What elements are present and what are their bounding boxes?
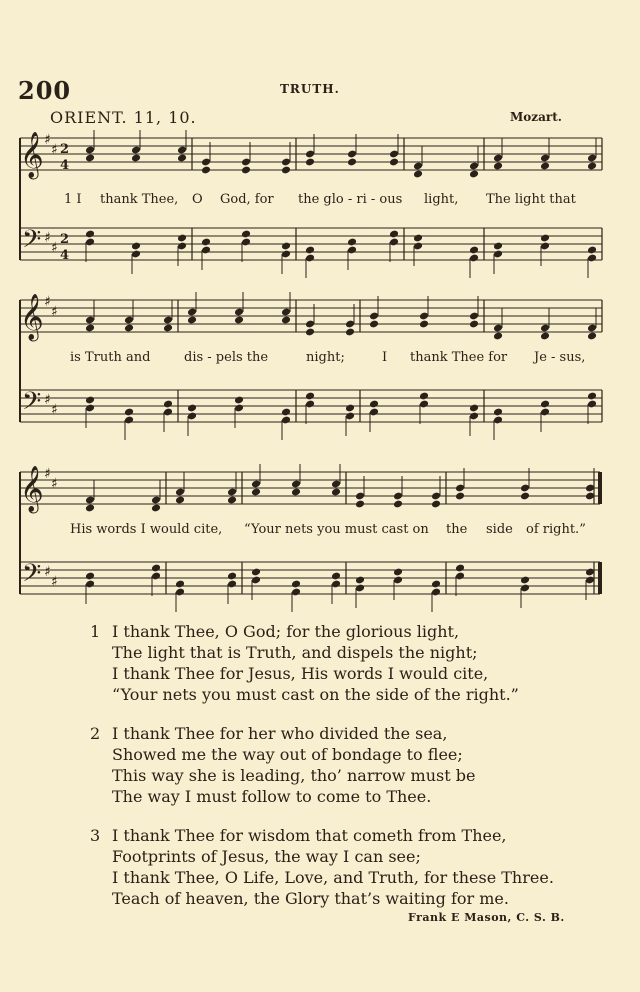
lyric-syllable: thank Thee for — [410, 350, 508, 365]
note-head — [151, 564, 161, 573]
sharp-icon: ♯ — [51, 240, 58, 256]
note-head — [177, 154, 187, 163]
stanza-line: The way I must follow to come to Thee. — [112, 787, 432, 806]
sharp-icon: ♯ — [51, 476, 58, 492]
lyric-syllable: light, — [424, 192, 459, 207]
lyric-syllable: thank Thee, — [100, 192, 179, 207]
note-head — [469, 320, 479, 329]
lyric-syllable: 1 I — [64, 192, 82, 207]
note-head — [85, 504, 95, 513]
note-head — [455, 564, 465, 573]
stanza-line: This way she is leading, tho’ narrow must be — [112, 766, 476, 785]
bass-clef-icon: 𝄢 — [22, 225, 42, 260]
note-head — [187, 316, 197, 325]
note-head — [493, 162, 503, 171]
composer-name: Mozart. — [510, 110, 562, 124]
note-head — [124, 324, 134, 333]
sharp-icon: ♯ — [44, 392, 51, 408]
stanza-line: I thank Thee, O God; for the glorious light, — [112, 622, 460, 641]
note-head — [305, 158, 315, 167]
note-head — [355, 576, 365, 585]
note-head — [540, 332, 550, 341]
sharp-icon: ♯ — [51, 402, 58, 418]
lyric-syllable: His words I would cite, — [70, 522, 223, 537]
note-head — [520, 576, 530, 585]
note-head — [540, 400, 550, 409]
lyric-syllable: night; — [306, 350, 345, 365]
note-head — [520, 492, 530, 501]
stanza-line: The light that is Truth, and dispels the night; — [112, 643, 478, 662]
note-head — [251, 488, 261, 497]
note-head — [201, 166, 211, 175]
note-head — [413, 170, 423, 179]
tune-name: ORIENT. 11, 10. — [50, 108, 197, 127]
note-head — [241, 166, 251, 175]
treble-clef-icon: 𝄞 — [20, 466, 44, 512]
note-head — [281, 316, 291, 325]
music-system-3 — [16, 462, 606, 632]
stanza-line: I thank Thee, O Life, Love, and Truth, for these Three. — [112, 868, 554, 887]
note-head — [540, 234, 550, 243]
lyric-syllable: side — [486, 522, 513, 537]
note-head — [345, 328, 355, 337]
author-credit: Frank E Mason, C. S. B. — [408, 911, 565, 924]
note-head — [345, 404, 355, 413]
lyric-syllable: O — [192, 192, 203, 207]
treble-clef-icon: 𝄞 — [20, 132, 44, 178]
lyric-line-3 — [16, 522, 606, 542]
note-head — [331, 488, 341, 497]
lyric-line-2 — [16, 350, 606, 370]
lyric-syllable: dis - pels the — [184, 350, 269, 365]
note-head — [163, 400, 173, 409]
stanza-number: 2 — [90, 724, 101, 743]
sharp-icon: ♯ — [44, 132, 51, 148]
note-head — [227, 572, 237, 581]
note-head — [291, 580, 301, 589]
lyric-syllable: Je - sus, — [534, 350, 586, 365]
note-head — [587, 332, 597, 341]
note-head — [175, 580, 185, 589]
sharp-icon: ♯ — [51, 574, 58, 590]
note-head — [431, 500, 441, 509]
note-head — [124, 408, 134, 417]
stanza-1 — [90, 621, 519, 705]
note-head — [305, 246, 315, 255]
note-head — [587, 246, 597, 255]
lyric-line-1 — [16, 192, 606, 212]
note-head — [234, 316, 244, 325]
bass-clef-icon: 𝄢 — [22, 387, 42, 422]
stanza-number: 1 — [90, 622, 101, 641]
sharp-icon: ♯ — [44, 230, 51, 246]
note-head — [347, 238, 357, 247]
music-staves-1 — [16, 128, 606, 298]
note-head — [355, 500, 365, 509]
time-signature-bottom: 4 — [60, 158, 70, 173]
note-head — [291, 488, 301, 497]
note-head — [393, 568, 403, 577]
lyric-syllable: The light that — [486, 192, 576, 207]
note-head — [281, 242, 291, 251]
stanza-line: Footprints of Jesus, the way I can see; — [112, 847, 421, 866]
note-head — [241, 230, 251, 239]
note-head — [469, 246, 479, 255]
note-head — [201, 238, 211, 247]
time-signature-top: 2 — [60, 142, 70, 157]
music-system-1 — [16, 128, 606, 298]
note-head — [131, 242, 141, 251]
lyric-syllable: the — [446, 522, 468, 537]
stanza-line: I thank Thee for Jesus, His words I would cite, — [112, 664, 489, 683]
running-head: TRUTH. — [280, 82, 340, 96]
note-head — [389, 158, 399, 167]
music-staves-3 — [16, 462, 606, 632]
lyric-syllable: I — [382, 350, 388, 365]
note-head — [393, 500, 403, 509]
sharp-icon: ♯ — [44, 564, 51, 580]
lyric-syllable: “Your nets you must cast on — [244, 522, 429, 537]
note-head — [131, 154, 141, 163]
note-head — [419, 392, 429, 401]
note-head — [163, 324, 173, 333]
note-head — [85, 324, 95, 333]
note-head — [305, 328, 315, 337]
note-head — [369, 400, 379, 409]
music-staves-2 — [16, 290, 606, 460]
note-head — [175, 496, 185, 505]
stanza-line: I thank Thee for her who divided the sea, — [112, 724, 448, 743]
note-head — [85, 396, 95, 405]
note-head — [347, 158, 357, 167]
music-system-2 — [16, 290, 606, 460]
note-head — [251, 568, 261, 577]
note-head — [177, 234, 187, 243]
time-signature-bottom: 4 — [60, 248, 70, 263]
bass-clef-icon: 𝄢 — [22, 559, 42, 594]
lyric-syllable: of right.” — [526, 522, 586, 537]
note-head — [187, 404, 197, 413]
note-head — [389, 230, 399, 239]
note-head — [281, 166, 291, 175]
note-head — [281, 408, 291, 417]
note-head — [85, 572, 95, 581]
stanza-3 — [90, 825, 554, 909]
note-head — [369, 320, 379, 329]
page-number: 200 — [18, 76, 72, 105]
stanza-2 — [90, 723, 475, 807]
note-head — [85, 230, 95, 239]
lyric-syllable: the glo - ri - ous — [298, 192, 403, 207]
note-head — [469, 404, 479, 413]
stanza-line: “Your nets you must cast on the side of the right.” — [112, 685, 519, 704]
stanza-line: I thank Thee for wisdom that cometh from Thee, — [112, 826, 507, 845]
note-head — [540, 162, 550, 171]
note-head — [493, 408, 503, 417]
stanza-line: Teach of heaven, the Glory that’s waiting for me. — [112, 889, 509, 908]
time-signature-top: 2 — [60, 232, 70, 247]
note-head — [413, 234, 423, 243]
sharp-icon: ♯ — [51, 304, 58, 320]
note-head — [431, 580, 441, 589]
note-head — [85, 154, 95, 163]
note-head — [587, 162, 597, 171]
sharp-icon: ♯ — [51, 142, 58, 158]
note-head — [419, 320, 429, 329]
note-head — [331, 572, 341, 581]
note-head — [305, 392, 315, 401]
note-head — [455, 492, 465, 501]
sharp-icon: ♯ — [44, 466, 51, 482]
lyric-syllable: is Truth and — [70, 350, 151, 365]
note-head — [587, 392, 597, 401]
note-head — [469, 170, 479, 179]
lyric-syllable: God, for — [220, 192, 274, 207]
stanza-line: Showed me the way out of bondage to flee; — [112, 745, 463, 764]
note-head — [151, 504, 161, 513]
note-head — [493, 242, 503, 251]
note-head — [493, 332, 503, 341]
stanza-number: 3 — [90, 826, 101, 845]
note-head — [234, 396, 244, 405]
sharp-icon: ♯ — [44, 294, 51, 310]
note-head — [227, 496, 237, 505]
treble-clef-icon: 𝄞 — [20, 294, 44, 340]
